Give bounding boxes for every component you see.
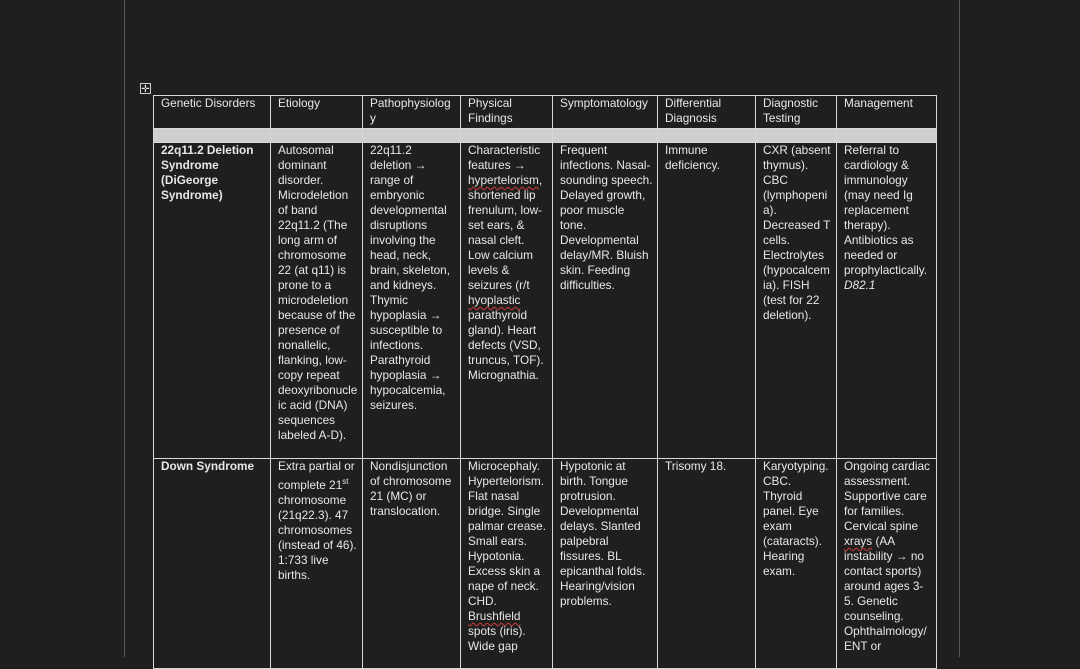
etiology-cell[interactable]: Autosomal dominant disorder. Microdeletion of band 22q11.2 (The long arm of chromosome 22 (at q11) is prone to a microdeletion because of the presence of nonallelic, flanking, low-copy repeat deoxyribonucleic acid (DNA) sequences labeled A-D).	[271, 143, 363, 459]
table-row	[154, 459, 937, 669]
spacer-cell	[363, 129, 461, 143]
differential-cell[interactable]: Immune deficiency.	[658, 143, 756, 459]
cell-text: Characteristic features →	[468, 143, 541, 172]
pathophysiology-cell[interactable]: Nondisjunction of chromosome 21 (MC) or translocation.	[363, 459, 461, 669]
cell-text: Extra partial or complete 21	[278, 459, 355, 492]
cell-text: Ongoing cardiac assessment. Supportive care for families. Cervical spine	[844, 459, 930, 533]
management-cell[interactable]	[837, 459, 937, 669]
header-cell[interactable]: Differential Diagnosis	[658, 96, 756, 129]
cell-text: , shortened lip frenulum, low-set ears, & nasal cleft. Low calcium levels & seizures (r/t	[468, 173, 543, 292]
icd-code: D82.1	[844, 278, 876, 292]
table-row	[154, 143, 937, 459]
spacer-cell	[756, 129, 837, 143]
spacer-cell	[271, 129, 363, 143]
shaded-spacer-row	[154, 129, 937, 143]
physical-findings-cell[interactable]	[461, 459, 553, 669]
spelling-flag: hyoplastic	[468, 293, 521, 307]
diagnostic-cell[interactable]: CXR (absent thymus). CBC (lymphopenia). Decreased T cells. Electrolytes (hypocalcemia). FISH (test for 22 deletion).	[756, 143, 837, 459]
header-cell[interactable]: Pathophysiology	[363, 96, 461, 129]
spacer-cell	[461, 129, 553, 143]
cell-text: spots (iris). Wide gap	[468, 624, 526, 653]
header-cell[interactable]: Genetic Disorders	[154, 96, 271, 129]
cell-text: parathyroid gland). Heart defects (VSD, truncus, TOF). Micrognathia.	[468, 308, 544, 382]
superscript: st	[342, 477, 349, 486]
symptomatology-cell[interactable]: Hypotonic at birth. Tongue protrusion. Developmental delays. Slanted palpebral fissures. BL epicanthal folds. Hearing/vision problems.	[553, 459, 658, 669]
differential-cell[interactable]: Trisomy 18.	[658, 459, 756, 669]
cell-text: (AA instability → no contact sports) around ages 3-5. Genetic counseling. Ophthalmology/ ENT or	[844, 534, 927, 653]
cell-text: Microcephaly. Hypertelorism. Flat nasal bridge. Single palmar crease. Small ears. Hypotonia. Excess skin a nape of neck. CHD.	[468, 459, 547, 608]
symptomatology-cell[interactable]: Frequent infections. Nasal-sounding speech. Delayed growth, poor muscle tone. Developmental delay/MR. Bluish skin. Feeding difficulties.	[553, 143, 658, 459]
move-cross-icon[interactable]: ✛	[141, 84, 150, 95]
spacer-cell	[837, 129, 937, 143]
table-header-row	[154, 96, 937, 129]
spelling-flag: hypertelorism	[468, 173, 539, 187]
genetic-disorders-table	[153, 95, 937, 669]
etiology-cell[interactable]	[271, 459, 363, 669]
page-right-edge	[959, 0, 960, 657]
spacer-cell	[154, 129, 271, 143]
disorder-cell[interactable]: 22q11.2 Deletion Syndrome (DiGeorge Syndrome)	[154, 143, 271, 459]
header-cell[interactable]: Symptomatology	[553, 96, 658, 129]
diagnostic-cell[interactable]: Karyotyping. CBC. Thyroid panel. Eye exam (cataracts). Hearing exam.	[756, 459, 837, 669]
pathophysiology-cell[interactable]: 22q11.2 deletion → range of embryonic developmental disruptions involving the head, neck, brain, skeleton, and kidneys. Thymic hypoplasia → susceptible to infections. Parathyroid hypoplasia → hypocalcemia, seizures.	[363, 143, 461, 459]
cell-text: chromosome (21q22.3). 47 chromosomes (instead of 46). 1:733 live births.	[278, 492, 357, 582]
physical-findings-cell[interactable]	[461, 143, 553, 459]
page-left-edge	[124, 0, 125, 657]
disorder-cell[interactable]: Down Syndrome	[154, 459, 271, 669]
cell-text: Referral to cardiology & immunology (may need Ig replacement therapy). Antibiotics as needed or prophylactically.	[844, 143, 928, 277]
header-cell[interactable]: Physical Findings	[461, 96, 553, 129]
spelling-flag: xrays	[844, 534, 873, 548]
header-cell[interactable]: Etiology	[271, 96, 363, 129]
spelling-flag: Brushfield	[468, 609, 521, 623]
spacer-cell	[553, 129, 658, 143]
header-cell[interactable]: Diagnostic Testing	[756, 96, 837, 129]
spacer-cell	[658, 129, 756, 143]
management-cell[interactable]	[837, 143, 937, 459]
header-cell[interactable]: Management	[837, 96, 937, 129]
